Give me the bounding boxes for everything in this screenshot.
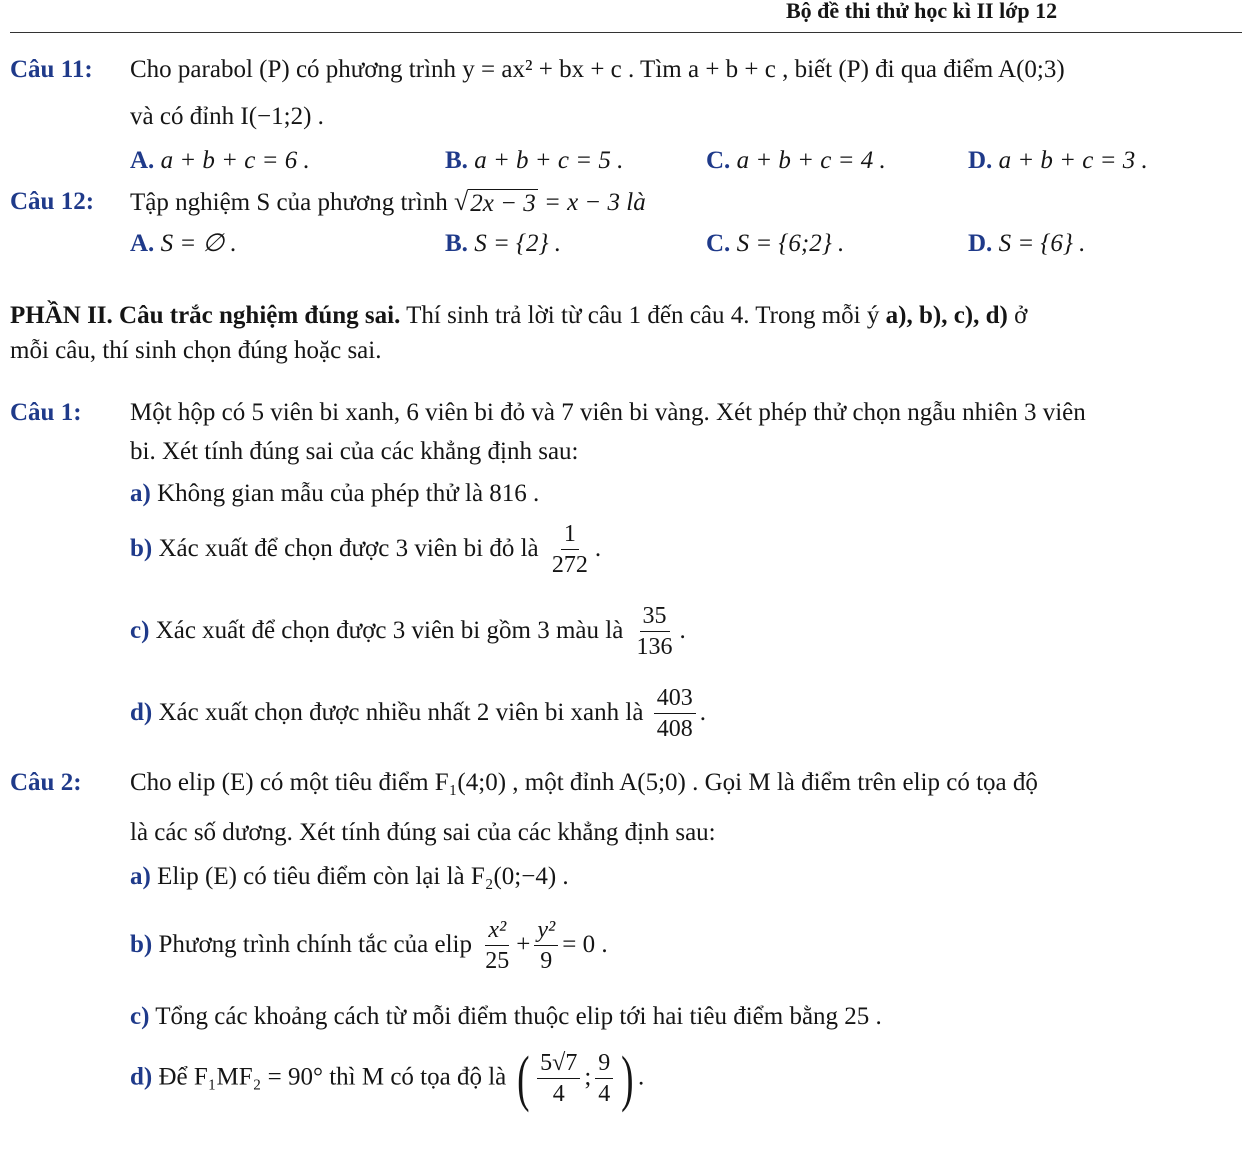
q11-option-b[interactable]: B. a + b + c = 5 . — [445, 147, 624, 174]
fraction: $\frac{\text{x²}}{25}$ — [485, 917, 510, 975]
q11-option-a[interactable]: A. a + b + c = 6 . — [130, 147, 310, 174]
fraction: $\frac{35}{136}$ — [636, 603, 673, 661]
p2-statement-b[interactable]: b) Phương trình chính tắc của elip $\frac{\text{x²}}{25}$ + $\frac{\text{y²}}{9}$ = 0 . — [130, 917, 608, 975]
q11-label: Câu 11: — [10, 56, 93, 83]
p1-label: Câu 1: — [10, 399, 82, 426]
q11-stem-line1: Cho parabol (P) có phương trình y = ax² + bx + c . Tìm a + b + c , biết (P) đi qua điểm A(0;3) — [130, 56, 1065, 83]
p1-statement-d[interactable]: d) Xác xuất chọn được nhiều nhất 2 viên bi xanh là $\frac{403}{408}$ . — [130, 685, 706, 743]
part2-line2: mỗi câu, thí sinh chọn đúng hoặc sai. — [10, 337, 382, 364]
p1-statement-b[interactable]: b) Xác xuất để chọn được 3 viên bi đỏ là $\frac{1}{272}$ . — [130, 521, 602, 579]
p2-label: Câu 2: — [10, 769, 82, 796]
q12-label: Câu 12: — [10, 188, 95, 215]
p1-stem-line1: Một hộp có 5 viên bi xanh, 6 viên bi đỏ và 7 viên bi vàng. Xét phép thử chọn ngẫu nhiên 3 viên — [130, 399, 1086, 426]
fraction: $\frac{\text{y²}}{9}$ — [534, 918, 558, 974]
header-divider — [10, 32, 1242, 33]
fraction: $\frac{5√7}{4}$ — [537, 1051, 580, 1107]
p2-statement-c[interactable]: c) Tổng các khoảng cách từ mỗi điểm thuộc elip tới hai tiêu điểm bằng 25 . — [130, 1003, 882, 1030]
p1-stem-line2: bi. Xét tính đúng sai của các khẳng định sau: — [130, 438, 579, 465]
fraction: $\frac{403}{408}$ — [654, 686, 696, 742]
p1-statement-c[interactable]: c) Xác xuất để chọn được 3 viên bi gồm 3 màu là $\frac{35}{136}$ . — [130, 603, 686, 661]
fraction: $\frac{1}{272}$ — [551, 521, 588, 579]
p2-statement-a[interactable]: a) Elip (E) có tiêu điểm còn lại là F₂(0;−4) . — [130, 863, 569, 890]
fraction: $\frac{9}{4}$ — [595, 1051, 613, 1107]
p2-stem-line1: Cho elip (E) có một tiêu điểm F₁(4;0) , một đỉnh A(5;0) . Gọi M là điểm trên elip có tọa độ — [130, 769, 1038, 796]
header-title: Bộ đề thi thử học kì II lớp 12 — [786, 0, 1058, 23]
p2-stem-line2: là các số dương. Xét tính đúng sai của các khẳng định sau: — [130, 819, 716, 846]
q11-stem-line2: và có đỉnh I(−1;2) . — [130, 103, 324, 130]
q12-stem: Tập nghiệm S của phương trình √ 2x − 3 = x − 3 là — [130, 187, 646, 217]
p2-statement-d[interactable]: d) Để F₁MF₂ = 90° thì M có tọa độ là ( $\frac{5√7}{4}$ ; $\frac{9}{4}$ ) . — [130, 1045, 645, 1113]
part2-heading: PHẦN II. Câu trắc nghiệm đúng sai. Thí sinh trả lời từ câu 1 đến câu 4. Trong mỗi ý a), b), c), d) ở — [10, 302, 1028, 329]
q12-option-c[interactable]: C. S = {6;2} . — [706, 230, 845, 257]
q12-option-a[interactable]: A. S = ∅ . — [130, 230, 237, 257]
sqrt-expression: √ 2x − 3 — [453, 187, 536, 217]
part2-title: PHẦN II. Câu trắc nghiệm đúng sai. — [10, 302, 401, 329]
p1-statement-a[interactable]: a) Không gian mẫu của phép thử là 816 . — [130, 480, 540, 507]
q12-option-d[interactable]: D. S = {6} . — [968, 230, 1086, 257]
q12-option-b[interactable]: B. S = {2} . — [445, 230, 562, 257]
q11-option-c[interactable]: C. a + b + c = 4 . — [706, 147, 886, 174]
q11-option-d[interactable]: D. a + b + c = 3 . — [968, 147, 1148, 174]
